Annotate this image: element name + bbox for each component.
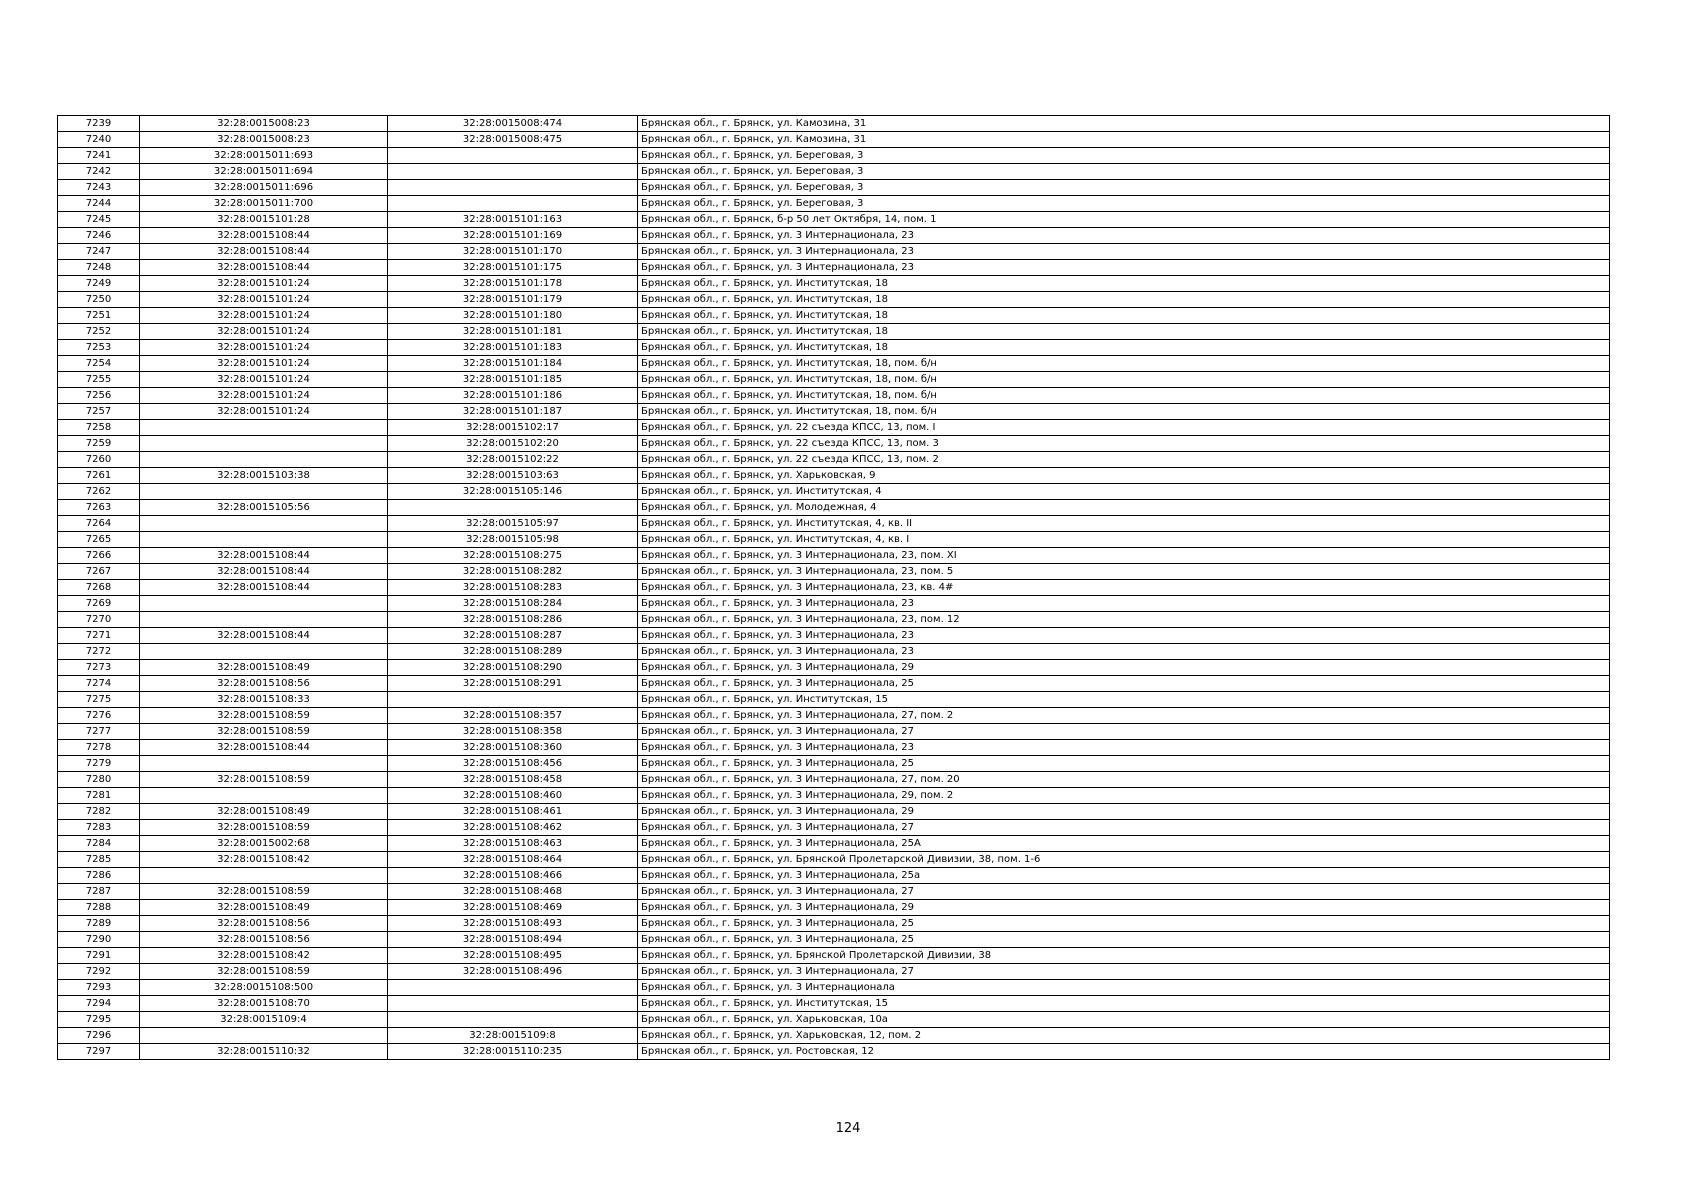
land-cadastral-number-cell [140, 1028, 388, 1044]
row-number-cell: 7242 [58, 164, 140, 180]
table-row [58, 772, 1610, 788]
land-cadastral-number-cell: 32:28:0015008:23 [140, 132, 388, 148]
land-cadastral-number-cell [140, 612, 388, 628]
address-cell: Брянская обл., г. Брянск, ул. Ростовская, 12 [638, 1044, 1610, 1060]
building-cadastral-number-cell: 32:28:0015101:180 [388, 308, 638, 324]
address-cell: Брянская обл., г. Брянск, ул. 3 Интернационала, 29 [638, 900, 1610, 916]
table-row [58, 948, 1610, 964]
address-cell: Брянская обл., г. Брянск, ул. 3 Интернационала, 23, пом. XI [638, 548, 1610, 564]
building-cadastral-number-cell: 32:28:0015108:275 [388, 548, 638, 564]
land-cadastral-number-cell: 32:28:0015101:24 [140, 308, 388, 324]
building-cadastral-number-cell [388, 180, 638, 196]
address-cell: Брянская обл., г. Брянск, ул. Молодежная, 4 [638, 500, 1610, 516]
land-cadastral-number-cell: 32:28:0015101:24 [140, 388, 388, 404]
address-cell: Брянская обл., г. Брянск, ул. 3 Интернационала, 25А [638, 836, 1610, 852]
land-cadastral-number-cell: 32:28:0015108:44 [140, 228, 388, 244]
address-cell: Брянская обл., г. Брянск, ул. Институтская, 18 [638, 276, 1610, 292]
row-number-cell: 7295 [58, 1012, 140, 1028]
table-row [58, 964, 1610, 980]
building-cadastral-number-cell: 32:28:0015101:184 [388, 356, 638, 372]
table-row [58, 276, 1610, 292]
table-row [58, 324, 1610, 340]
row-number-cell: 7241 [58, 148, 140, 164]
table-row [58, 868, 1610, 884]
row-number-cell: 7269 [58, 596, 140, 612]
table-row [58, 884, 1610, 900]
land-cadastral-number-cell: 32:28:0015108:44 [140, 564, 388, 580]
building-cadastral-number-cell: 32:28:0015108:357 [388, 708, 638, 724]
building-cadastral-number-cell [388, 500, 638, 516]
address-cell: Брянская обл., г. Брянск, ул. Институтская, 18, пом. б/н [638, 356, 1610, 372]
row-number-cell: 7252 [58, 324, 140, 340]
building-cadastral-number-cell: 32:28:0015108:456 [388, 756, 638, 772]
address-cell: Брянская обл., г. Брянск, ул. 22 съезда КПСС, 13, пом. 2 [638, 452, 1610, 468]
land-cadastral-number-cell [140, 436, 388, 452]
building-cadastral-number-cell: 32:28:0015108:464 [388, 852, 638, 868]
row-number-cell: 7255 [58, 372, 140, 388]
land-cadastral-number-cell [140, 420, 388, 436]
address-cell: Брянская обл., г. Брянск, ул. Институтская, 4 [638, 484, 1610, 500]
row-number-cell: 7258 [58, 420, 140, 436]
row-number-cell: 7245 [58, 212, 140, 228]
table-row [58, 916, 1610, 932]
address-cell: Брянская обл., г. Брянск, ул. 3 Интернационала, 25 [638, 756, 1610, 772]
building-cadastral-number-cell [388, 196, 638, 212]
address-cell: Брянская обл., г. Брянск, ул. Береговая, 3 [638, 196, 1610, 212]
building-cadastral-number-cell: 32:28:0015110:235 [388, 1044, 638, 1060]
land-cadastral-number-cell: 32:28:0015101:24 [140, 276, 388, 292]
land-cadastral-number-cell: 32:28:0015108:59 [140, 820, 388, 836]
table-row [58, 228, 1610, 244]
table-row [58, 1028, 1610, 1044]
row-number-cell: 7250 [58, 292, 140, 308]
row-number-cell: 7279 [58, 756, 140, 772]
building-cadastral-number-cell: 32:28:0015103:63 [388, 468, 638, 484]
address-cell: Брянская обл., г. Брянск, ул. 3 Интернационала, 23 [638, 244, 1610, 260]
table-row [58, 260, 1610, 276]
land-cadastral-number-cell: 32:28:0015108:59 [140, 772, 388, 788]
building-cadastral-number-cell: 32:28:0015101:183 [388, 340, 638, 356]
land-cadastral-number-cell: 32:28:0015101:24 [140, 356, 388, 372]
address-cell: Брянская обл., г. Брянск, ул. Институтская, 4, кв. I [638, 532, 1610, 548]
land-cadastral-number-cell [140, 484, 388, 500]
row-number-cell: 7291 [58, 948, 140, 964]
land-cadastral-number-cell: 32:28:0015108:44 [140, 628, 388, 644]
land-cadastral-number-cell: 32:28:0015108:49 [140, 804, 388, 820]
table-row [58, 164, 1610, 180]
land-cadastral-number-cell [140, 516, 388, 532]
building-cadastral-number-cell: 32:28:0015108:458 [388, 772, 638, 788]
address-cell: Брянская обл., г. Брянск, ул. 3 Интернационала, 27 [638, 884, 1610, 900]
land-cadastral-number-cell: 32:28:0015101:24 [140, 404, 388, 420]
address-cell: Брянская обл., г. Брянск, ул. 3 Интернационала, 27, пом. 2 [638, 708, 1610, 724]
row-number-cell: 7296 [58, 1028, 140, 1044]
address-cell: Брянская обл., г. Брянск, ул. 3 Интернационала, 27 [638, 820, 1610, 836]
land-cadastral-number-cell: 32:28:0015108:49 [140, 900, 388, 916]
row-number-cell: 7267 [58, 564, 140, 580]
row-number-cell: 7289 [58, 916, 140, 932]
building-cadastral-number-cell [388, 692, 638, 708]
land-cadastral-number-cell: 32:28:0015011:693 [140, 148, 388, 164]
address-cell: Брянская обл., г. Брянск, ул. 3 Интернационала, 25 [638, 916, 1610, 932]
land-cadastral-number-cell: 32:28:0015108:500 [140, 980, 388, 996]
building-cadastral-number-cell: 32:28:0015105:146 [388, 484, 638, 500]
land-cadastral-number-cell: 32:28:0015101:24 [140, 324, 388, 340]
row-number-cell: 7264 [58, 516, 140, 532]
building-cadastral-number-cell: 32:28:0015108:466 [388, 868, 638, 884]
table-row [58, 692, 1610, 708]
table-row [58, 660, 1610, 676]
address-cell: Брянская обл., г. Брянск, ул. 3 Интернационала, 27 [638, 724, 1610, 740]
row-number-cell: 7254 [58, 356, 140, 372]
building-cadastral-number-cell: 32:28:0015101:181 [388, 324, 638, 340]
row-number-cell: 7273 [58, 660, 140, 676]
row-number-cell: 7290 [58, 932, 140, 948]
row-number-cell: 7275 [58, 692, 140, 708]
building-cadastral-number-cell: 32:28:0015101:175 [388, 260, 638, 276]
building-cadastral-number-cell: 32:28:0015102:17 [388, 420, 638, 436]
address-cell: Брянская обл., г. Брянск, ул. 3 Интернационала, 29 [638, 660, 1610, 676]
address-cell: Брянская обл., г. Брянск, ул. Камозина, 31 [638, 116, 1610, 132]
address-cell: Брянская обл., г. Брянск, ул. 3 Интернационала [638, 980, 1610, 996]
land-cadastral-number-cell: 32:28:0015101:24 [140, 372, 388, 388]
row-number-cell: 7268 [58, 580, 140, 596]
row-number-cell: 7283 [58, 820, 140, 836]
table-row [58, 724, 1610, 740]
table-row [58, 1012, 1610, 1028]
land-cadastral-number-cell: 32:28:0015110:32 [140, 1044, 388, 1060]
address-cell: Брянская обл., г. Брянск, ул. 3 Интернационала, 23, пом. 5 [638, 564, 1610, 580]
building-cadastral-number-cell [388, 1012, 638, 1028]
land-cadastral-number-cell: 32:28:0015101:24 [140, 340, 388, 356]
building-cadastral-number-cell: 32:28:0015108:469 [388, 900, 638, 916]
land-cadastral-number-cell: 32:28:0015008:23 [140, 116, 388, 132]
table-row [58, 820, 1610, 836]
table-row [58, 564, 1610, 580]
land-cadastral-number-cell: 32:28:0015108:59 [140, 964, 388, 980]
building-cadastral-number-cell: 32:28:0015108:495 [388, 948, 638, 964]
table-row [58, 932, 1610, 948]
building-cadastral-number-cell: 32:28:0015101:163 [388, 212, 638, 228]
row-number-cell: 7246 [58, 228, 140, 244]
row-number-cell: 7285 [58, 852, 140, 868]
land-cadastral-number-cell: 32:28:0015108:49 [140, 660, 388, 676]
land-cadastral-number-cell [140, 532, 388, 548]
row-number-cell: 7249 [58, 276, 140, 292]
row-number-cell: 7271 [58, 628, 140, 644]
row-number-cell: 7284 [58, 836, 140, 852]
table-row [58, 1044, 1610, 1060]
building-cadastral-number-cell: 32:28:0015101:178 [388, 276, 638, 292]
land-cadastral-number-cell: 32:28:0015011:696 [140, 180, 388, 196]
row-number-cell: 7292 [58, 964, 140, 980]
table-row [58, 580, 1610, 596]
table-row [58, 740, 1610, 756]
row-number-cell: 7270 [58, 612, 140, 628]
address-cell: Брянская обл., г. Брянск, ул. 3 Интернационала, 27 [638, 964, 1610, 980]
land-cadastral-number-cell: 32:28:0015108:44 [140, 548, 388, 564]
address-cell: Брянская обл., г. Брянск, ул. Харьковская, 12, пом. 2 [638, 1028, 1610, 1044]
address-cell: Брянская обл., г. Брянск, ул. Береговая, 3 [638, 164, 1610, 180]
table-body [58, 116, 1610, 1060]
table-row [58, 628, 1610, 644]
building-cadastral-number-cell: 32:28:0015101:186 [388, 388, 638, 404]
address-cell: Брянская обл., г. Брянск, ул. 3 Интернационала, 25а [638, 868, 1610, 884]
address-cell: Брянская обл., г. Брянск, ул. 3 Интернационала, 27, пом. 20 [638, 772, 1610, 788]
building-cadastral-number-cell: 32:28:0015108:468 [388, 884, 638, 900]
row-number-cell: 7294 [58, 996, 140, 1012]
land-cadastral-number-cell: 32:28:0015011:700 [140, 196, 388, 212]
table-row [58, 532, 1610, 548]
land-cadastral-number-cell [140, 452, 388, 468]
land-cadastral-number-cell: 32:28:0015108:44 [140, 580, 388, 596]
building-cadastral-number-cell: 32:28:0015108:461 [388, 804, 638, 820]
table-row [58, 980, 1610, 996]
land-cadastral-number-cell [140, 756, 388, 772]
row-number-cell: 7277 [58, 724, 140, 740]
table-row [58, 132, 1610, 148]
row-number-cell: 7287 [58, 884, 140, 900]
row-number-cell: 7259 [58, 436, 140, 452]
building-cadastral-number-cell: 32:28:0015101:169 [388, 228, 638, 244]
table-row [58, 372, 1610, 388]
land-cadastral-number-cell: 32:28:0015002:68 [140, 836, 388, 852]
building-cadastral-number-cell: 32:28:0015108:287 [388, 628, 638, 644]
row-number-cell: 7240 [58, 132, 140, 148]
building-cadastral-number-cell: 32:28:0015108:286 [388, 612, 638, 628]
building-cadastral-number-cell: 32:28:0015105:97 [388, 516, 638, 532]
table-row [58, 404, 1610, 420]
table-row [58, 180, 1610, 196]
table-row [58, 596, 1610, 612]
building-cadastral-number-cell: 32:28:0015101:179 [388, 292, 638, 308]
land-cadastral-number-cell: 32:28:0015105:56 [140, 500, 388, 516]
address-cell: Брянская обл., г. Брянск, ул. Институтская, 18, пом. б/н [638, 388, 1610, 404]
building-cadastral-number-cell: 32:28:0015108:494 [388, 932, 638, 948]
table-row [58, 340, 1610, 356]
address-cell: Брянская обл., г. Брянск, ул. Институтская, 18 [638, 292, 1610, 308]
row-number-cell: 7274 [58, 676, 140, 692]
table-row [58, 452, 1610, 468]
table-row [58, 996, 1610, 1012]
building-cadastral-number-cell: 32:28:0015108:496 [388, 964, 638, 980]
row-number-cell: 7266 [58, 548, 140, 564]
table-row [58, 420, 1610, 436]
address-cell: Брянская обл., г. Брянск, ул. 3 Интернационала, 23 [638, 596, 1610, 612]
cadastral-table [57, 115, 1610, 1060]
row-number-cell: 7247 [58, 244, 140, 260]
building-cadastral-number-cell: 32:28:0015101:187 [388, 404, 638, 420]
row-number-cell: 7244 [58, 196, 140, 212]
building-cadastral-number-cell: 32:28:0015108:460 [388, 788, 638, 804]
building-cadastral-number-cell [388, 980, 638, 996]
table-row [58, 212, 1610, 228]
address-cell: Брянская обл., г. Брянск, ул. 3 Интернационала, 23 [638, 644, 1610, 660]
table-row [58, 900, 1610, 916]
building-cadastral-number-cell [388, 164, 638, 180]
address-cell: Брянская обл., г. Брянск, ул. Институтская, 18 [638, 324, 1610, 340]
address-cell: Брянская обл., г. Брянск, ул. 22 съезда КПСС, 13, пом. 3 [638, 436, 1610, 452]
address-cell: Брянская обл., г. Брянск, ул. Институтская, 18 [638, 340, 1610, 356]
address-cell: Брянская обл., г. Брянск, ул. Береговая, 3 [638, 180, 1610, 196]
building-cadastral-number-cell: 32:28:0015101:170 [388, 244, 638, 260]
building-cadastral-number-cell: 32:28:0015101:185 [388, 372, 638, 388]
row-number-cell: 7281 [58, 788, 140, 804]
row-number-cell: 7297 [58, 1044, 140, 1060]
row-number-cell: 7280 [58, 772, 140, 788]
address-cell: Брянская обл., г. Брянск, ул. 3 Интернационала, 29, пом. 2 [638, 788, 1610, 804]
building-cadastral-number-cell: 32:28:0015108:291 [388, 676, 638, 692]
building-cadastral-number-cell: 32:28:0015108:493 [388, 916, 638, 932]
table-row [58, 196, 1610, 212]
address-cell: Брянская обл., г. Брянск, ул. 3 Интернационала, 23 [638, 228, 1610, 244]
building-cadastral-number-cell: 32:28:0015108:289 [388, 644, 638, 660]
table-row [58, 852, 1610, 868]
address-cell: Брянская обл., г. Брянск, ул. Институтская, 4, кв. II [638, 516, 1610, 532]
table-row [58, 804, 1610, 820]
table-row [58, 708, 1610, 724]
building-cadastral-number-cell [388, 996, 638, 1012]
land-cadastral-number-cell: 32:28:0015108:42 [140, 852, 388, 868]
address-cell: Брянская обл., г. Брянск, ул. Харьковская, 9 [638, 468, 1610, 484]
land-cadastral-number-cell: 32:28:0015103:38 [140, 468, 388, 484]
table-row [58, 612, 1610, 628]
land-cadastral-number-cell: 32:28:0015108:56 [140, 932, 388, 948]
row-number-cell: 7243 [58, 180, 140, 196]
land-cadastral-number-cell: 32:28:0015108:44 [140, 740, 388, 756]
table-row [58, 292, 1610, 308]
row-number-cell: 7253 [58, 340, 140, 356]
land-cadastral-number-cell: 32:28:0015108:70 [140, 996, 388, 1012]
table-row [58, 836, 1610, 852]
row-number-cell: 7286 [58, 868, 140, 884]
address-cell: Брянская обл., г. Брянск, ул. 3 Интернационала, 23, пом. 12 [638, 612, 1610, 628]
building-cadastral-number-cell: 32:28:0015108:290 [388, 660, 638, 676]
row-number-cell: 7248 [58, 260, 140, 276]
table-row [58, 516, 1610, 532]
land-cadastral-number-cell: 32:28:0015101:28 [140, 212, 388, 228]
address-cell: Брянская обл., г. Брянск, ул. Брянской Пролетарской Дивизии, 38 [638, 948, 1610, 964]
table-row [58, 356, 1610, 372]
table-row [58, 644, 1610, 660]
table-row [58, 548, 1610, 564]
address-cell: Брянская обл., г. Брянск, ул. Институтская, 15 [638, 996, 1610, 1012]
land-cadastral-number-cell: 32:28:0015108:42 [140, 948, 388, 964]
building-cadastral-number-cell: 32:28:0015105:98 [388, 532, 638, 548]
land-cadastral-number-cell: 32:28:0015108:56 [140, 916, 388, 932]
building-cadastral-number-cell: 32:28:0015102:20 [388, 436, 638, 452]
row-number-cell: 7276 [58, 708, 140, 724]
row-number-cell: 7260 [58, 452, 140, 468]
table-row [58, 788, 1610, 804]
building-cadastral-number-cell: 32:28:0015008:474 [388, 116, 638, 132]
address-cell: Брянская обл., г. Брянск, ул. 3 Интернационала, 25 [638, 676, 1610, 692]
address-cell: Брянская обл., г. Брянск, ул. Институтская, 18 [638, 308, 1610, 324]
land-cadastral-number-cell: 32:28:0015101:24 [140, 292, 388, 308]
address-cell: Брянская обл., г. Брянск, ул. Харьковская, 10а [638, 1012, 1610, 1028]
table-row [58, 676, 1610, 692]
page-number: 124 [835, 1121, 861, 1136]
land-cadastral-number-cell: 32:28:0015109:4 [140, 1012, 388, 1028]
land-cadastral-number-cell: 32:28:0015108:59 [140, 724, 388, 740]
row-number-cell: 7265 [58, 532, 140, 548]
address-cell: Брянская обл., г. Брянск, ул. Камозина, 31 [638, 132, 1610, 148]
table-row [58, 148, 1610, 164]
land-cadastral-number-cell: 32:28:0015108:44 [140, 244, 388, 260]
row-number-cell: 7261 [58, 468, 140, 484]
address-cell: Брянская обл., г. Брянск, ул. 3 Интернационала, 23 [638, 260, 1610, 276]
row-number-cell: 7282 [58, 804, 140, 820]
table-row [58, 388, 1610, 404]
address-cell: Брянская обл., г. Брянск, ул. Брянской Пролетарской Дивизии, 38, пом. 1-6 [638, 852, 1610, 868]
address-cell: Брянская обл., г. Брянск, ул. 3 Интернационала, 25 [638, 932, 1610, 948]
row-number-cell: 7239 [58, 116, 140, 132]
building-cadastral-number-cell: 32:28:0015108:282 [388, 564, 638, 580]
table-row [58, 116, 1610, 132]
land-cadastral-number-cell [140, 868, 388, 884]
address-cell: Брянская обл., г. Брянск, б-р 50 лет Октября, 14, пом. 1 [638, 212, 1610, 228]
building-cadastral-number-cell: 32:28:0015109:8 [388, 1028, 638, 1044]
building-cadastral-number-cell [388, 148, 638, 164]
row-number-cell: 7262 [58, 484, 140, 500]
building-cadastral-number-cell: 32:28:0015102:22 [388, 452, 638, 468]
row-number-cell: 7257 [58, 404, 140, 420]
table-row [58, 308, 1610, 324]
address-cell: Брянская обл., г. Брянск, ул. Береговая, 3 [638, 148, 1610, 164]
address-cell: Брянская обл., г. Брянск, ул. 3 Интернационала, 29 [638, 804, 1610, 820]
table-row [58, 244, 1610, 260]
table-row [58, 500, 1610, 516]
building-cadastral-number-cell: 32:28:0015108:360 [388, 740, 638, 756]
address-cell: Брянская обл., г. Брянск, ул. 3 Интернационала, 23 [638, 740, 1610, 756]
address-cell: Брянская обл., г. Брянск, ул. 22 съезда КПСС, 13, пом. I [638, 420, 1610, 436]
building-cadastral-number-cell: 32:28:0015108:283 [388, 580, 638, 596]
table-row [58, 756, 1610, 772]
land-cadastral-number-cell: 32:28:0015108:33 [140, 692, 388, 708]
row-number-cell: 7256 [58, 388, 140, 404]
row-number-cell: 7293 [58, 980, 140, 996]
building-cadastral-number-cell: 32:28:0015108:284 [388, 596, 638, 612]
row-number-cell: 7278 [58, 740, 140, 756]
address-cell: Брянская обл., г. Брянск, ул. 3 Интернационала, 23 [638, 628, 1610, 644]
land-cadastral-number-cell [140, 596, 388, 612]
row-number-cell: 7288 [58, 900, 140, 916]
land-cadastral-number-cell: 32:28:0015108:59 [140, 884, 388, 900]
land-cadastral-number-cell [140, 788, 388, 804]
building-cadastral-number-cell: 32:28:0015108:463 [388, 836, 638, 852]
land-cadastral-number-cell: 32:28:0015011:694 [140, 164, 388, 180]
land-cadastral-number-cell: 32:28:0015108:56 [140, 676, 388, 692]
address-cell: Брянская обл., г. Брянск, ул. Институтская, 18, пом. б/н [638, 404, 1610, 420]
building-cadastral-number-cell: 32:28:0015008:475 [388, 132, 638, 148]
building-cadastral-number-cell: 32:28:0015108:358 [388, 724, 638, 740]
row-number-cell: 7263 [58, 500, 140, 516]
table-row [58, 468, 1610, 484]
row-number-cell: 7251 [58, 308, 140, 324]
row-number-cell: 7272 [58, 644, 140, 660]
address-cell: Брянская обл., г. Брянск, ул. 3 Интернационала, 23, кв. 4# [638, 580, 1610, 596]
building-cadastral-number-cell: 32:28:0015108:462 [388, 820, 638, 836]
address-cell: Брянская обл., г. Брянск, ул. Институтская, 15 [638, 692, 1610, 708]
table-row [58, 484, 1610, 500]
land-cadastral-number-cell: 32:28:0015108:44 [140, 260, 388, 276]
table-row [58, 436, 1610, 452]
land-cadastral-number-cell: 32:28:0015108:59 [140, 708, 388, 724]
land-cadastral-number-cell [140, 644, 388, 660]
address-cell: Брянская обл., г. Брянск, ул. Институтская, 18, пом. б/н [638, 372, 1610, 388]
